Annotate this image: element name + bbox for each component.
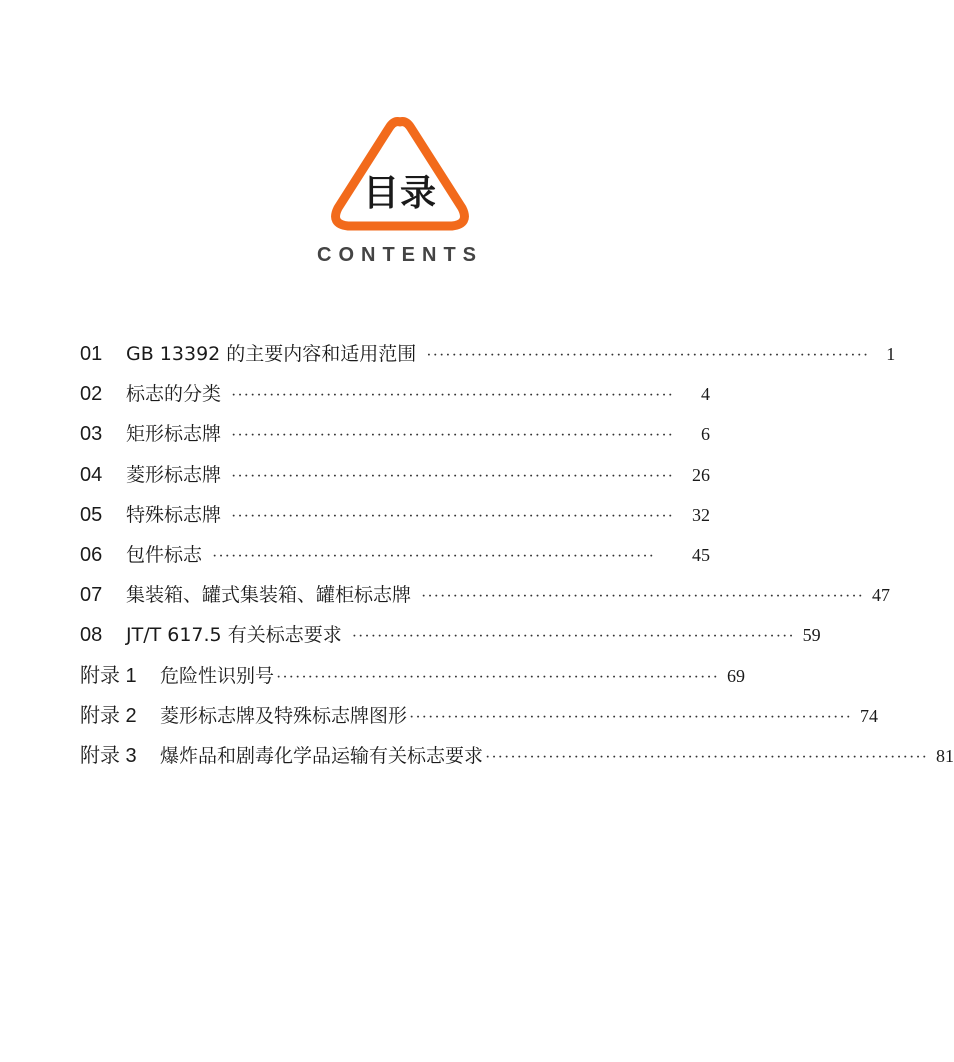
dot-leader: ······································································	[409, 708, 852, 726]
dot-leader: ······································································	[231, 467, 674, 485]
dot-leader: ······································································	[485, 748, 928, 766]
dot-leader: ······································································	[276, 668, 719, 686]
entry-title: 菱形标志牌及特殊标志牌图形	[160, 704, 408, 727]
toc-entry[interactable]	[80, 696, 878, 736]
entry-title: JT/T 617.5 有关标志要求	[126, 624, 342, 647]
toc-entry[interactable]	[80, 414, 710, 454]
page-title: 目录	[362, 173, 437, 214]
entry-title: 矩形标志牌	[126, 423, 222, 446]
contents-subtitle: CONTENTS	[317, 244, 483, 266]
entry-title: 爆炸品和剧毒化学品运输有关标志要求	[160, 744, 484, 767]
entry-page: 81	[935, 745, 954, 766]
dot-leader: ······································································	[426, 347, 870, 364]
toc-entry[interactable]	[80, 535, 710, 575]
entry-number: 02	[80, 383, 103, 406]
entry-page: 74	[859, 705, 878, 726]
entry-page: 1	[886, 344, 896, 364]
dot-leader: ······································································	[212, 547, 655, 565]
dot-leader: ······································································	[231, 507, 674, 525]
entry-page: 4	[701, 384, 710, 405]
entry-page: 59	[802, 625, 821, 646]
entry-number: 03	[80, 423, 103, 446]
entry-number: 06	[80, 543, 103, 566]
entry-title: 包件标志	[126, 543, 203, 566]
entry-number: 04	[80, 463, 103, 486]
toc-header	[0, 110, 790, 280]
toc-entry[interactable]	[80, 575, 890, 615]
entry-number: 附录 2	[80, 704, 137, 727]
entry-page: 47	[871, 585, 890, 606]
entry-title: GB 13392 的主要内容和适用范围	[126, 343, 417, 365]
entry-page: 69	[726, 665, 745, 686]
toc-entry[interactable]	[80, 495, 710, 535]
entry-title: 集装箱、罐式集装箱、罐柜标志牌	[126, 584, 412, 607]
entry-number: 05	[80, 503, 103, 526]
toc-entry[interactable]	[80, 656, 745, 696]
entry-title: 特殊标志牌	[126, 503, 222, 526]
entry-page: 45	[692, 544, 710, 565]
dot-leader: ······································································	[421, 588, 864, 606]
toc-entry[interactable]	[80, 615, 821, 655]
entry-title: 菱形标志牌	[126, 463, 222, 486]
dot-leader: ······································································	[351, 628, 795, 646]
dot-leader: ······································································	[231, 427, 674, 445]
toc-entry[interactable]	[80, 455, 710, 495]
entry-page: 26	[692, 464, 710, 485]
entry-number: 附录 3	[80, 744, 137, 767]
entry-number: 08	[80, 624, 103, 647]
entry-title: 危险性识别号	[160, 664, 275, 687]
entry-page: 6	[701, 424, 710, 445]
entry-page: 32	[692, 504, 710, 525]
toc-entry[interactable]	[80, 374, 710, 414]
entry-number: 07	[80, 584, 103, 607]
toc-entry[interactable]	[80, 736, 954, 776]
entry-number: 附录 1	[80, 664, 137, 687]
entry-number: 01	[80, 343, 103, 365]
dot-leader: ······································································	[231, 387, 674, 405]
toc-entry[interactable]	[80, 334, 896, 374]
table-of-contents	[80, 334, 954, 776]
entry-title: 标志的分类	[126, 383, 222, 406]
